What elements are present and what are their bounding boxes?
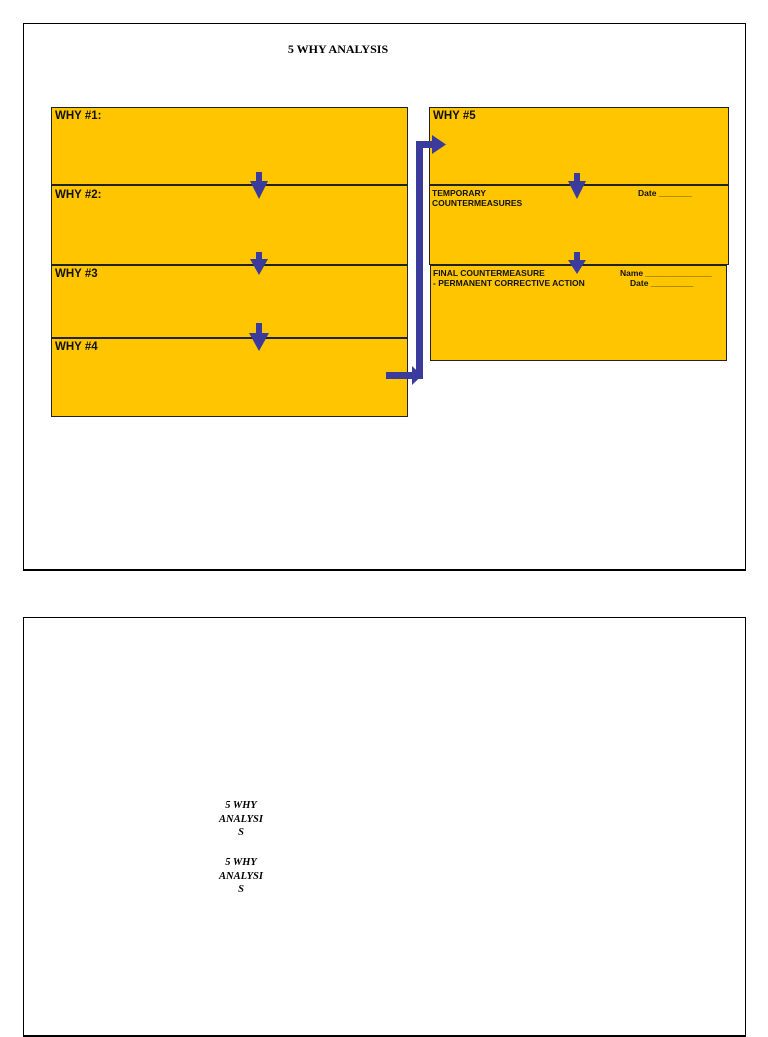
why-1-label: WHY #1: xyxy=(55,110,102,122)
why-3-label: WHY #3 xyxy=(55,268,98,280)
final-name-field: Name ______________ xyxy=(620,268,712,278)
why-2-label: WHY #2: xyxy=(55,189,102,201)
final-countermeasure-label: FINAL COUNTERMEASURE - PERMANENT CORRECTIVE ACTION xyxy=(433,268,585,288)
temporary-countermeasures-label: TEMPORARY COUNTERMEASURES xyxy=(432,188,523,208)
page-2-text-1: 5 WHY ANALYSI S xyxy=(219,800,263,839)
why-left-panel xyxy=(51,107,408,417)
divider-why1-why2 xyxy=(51,184,408,186)
page-title: 5 WHY ANALYSIS xyxy=(287,42,389,56)
divider-why2-why3 xyxy=(51,264,408,266)
why-4-label: WHY #4 xyxy=(55,341,98,353)
why-5-label: WHY #5 xyxy=(433,110,476,122)
page-2-text-2: 5 WHY ANALYSI S xyxy=(219,857,263,896)
page-2 xyxy=(23,617,746,1037)
why-5-panel xyxy=(429,107,729,265)
temporary-date-field: Date _______ xyxy=(638,188,692,198)
divider-why5-temporary xyxy=(429,184,729,186)
final-date-field: Date _________ xyxy=(630,278,694,288)
divider-why3-why4 xyxy=(51,337,408,339)
